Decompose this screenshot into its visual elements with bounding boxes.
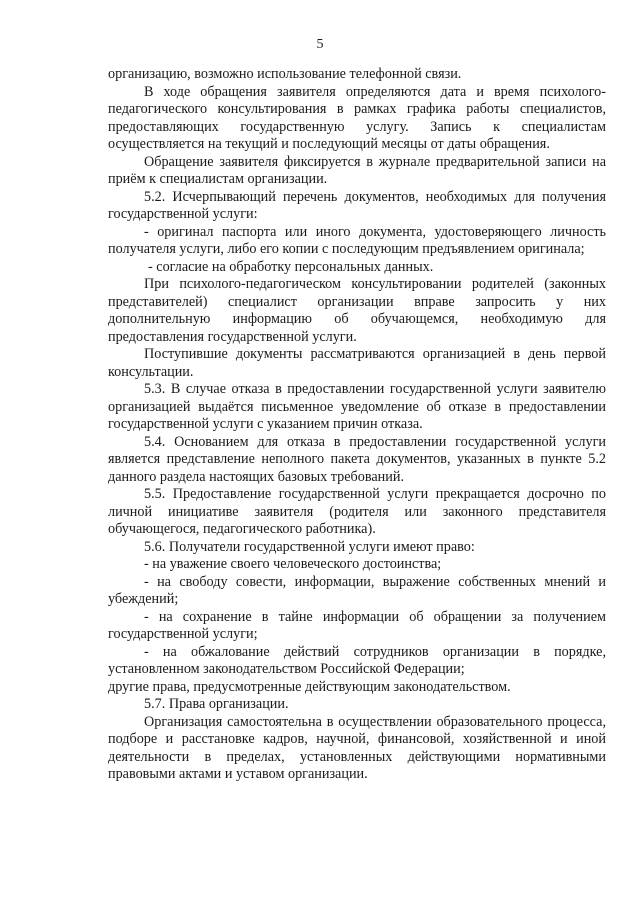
section-5-2-heading: 5.2. Исчерпывающий перечень документов, необходимых для получения государственной услуги: [108, 188, 606, 222]
paragraph: Организация самостоятельна в осуществлении образовательного процесса, подборе и расстановке кадров, научной, финансовой, хозяйственной и иной деятельности в пределах, установленных действующими нормативными правовыми актами и уставом организации. [108, 713, 606, 782]
paragraph: Поступившие документы рассматриваются организацией в день первой консультации. [108, 346, 606, 380]
list-item: - согласие на обработку персональных данных. [148, 258, 434, 275]
document-body [108, 66, 606, 784]
list-item: - на сохранение в тайне информации об обращении за получением государственной услуги; [108, 608, 606, 642]
list-item: - на обжалование действий сотрудников организации в порядке, установленном законодательством Российской Федерации; [108, 643, 606, 677]
section-5-6-heading: 5.6. Получатели государственной услуги имеют право: [144, 538, 475, 555]
section-5-5: 5.5. Предоставление государственной услуги прекращается досрочно по личной инициативе заявителя (родителя или законного представителя обучающегося, педагогического работника). [108, 486, 606, 537]
section-5-7-heading: 5.7. Права организации. [144, 696, 289, 712]
paragraph: организацию, возможно использование телефонной связи. [108, 66, 462, 82]
paragraph: Обращение заявителя фиксируется в журнале предварительной записи на приём к специалистам организации. [108, 153, 606, 187]
section-5-4: 5.4. Основанием для отказа в предоставлении государственной услуги является представление неполного пакета документов, указанных в пункте 5.2 данного раздела настоящих базовых требований. [108, 433, 606, 485]
paragraph: В ходе обращения заявителя определяются дата и время психолого-педагогического консультирования в рамках графика работы специалистов, предоставляющих государственную услугу. Запись к специалистам осуществляется на текущий и последующий месяцы от даты обращения. [108, 83, 606, 152]
list-item: - на свободу совести, информации, выражение собственных мнений и убеждений; [108, 573, 606, 607]
paragraph: другие права, предусмотренные действующим законодательством. [108, 678, 511, 695]
list-item: - на уважение своего человеческого достоинства; [144, 556, 442, 572]
list-item: - оригинал паспорта или иного документа, удостоверяющего личность получателя услуги, либо его копии с последующим предъявлением оригинала; [108, 223, 606, 257]
section-5-3: 5.3. В случае отказа в предоставлении государственной услуги заявителю организацией выдаётся письменное уведомление об отказе в предоставлении государственной услуги с указанием причин отказа. [108, 381, 606, 432]
page-number: 5 [316, 37, 324, 52]
paragraph: При психолого-педагогическом консультировании родителей (законных представителей) специалист организации вправе запросить у них дополнительную информацию об обучающемся, необходимую для предоставления государственной услуги. [108, 276, 606, 345]
